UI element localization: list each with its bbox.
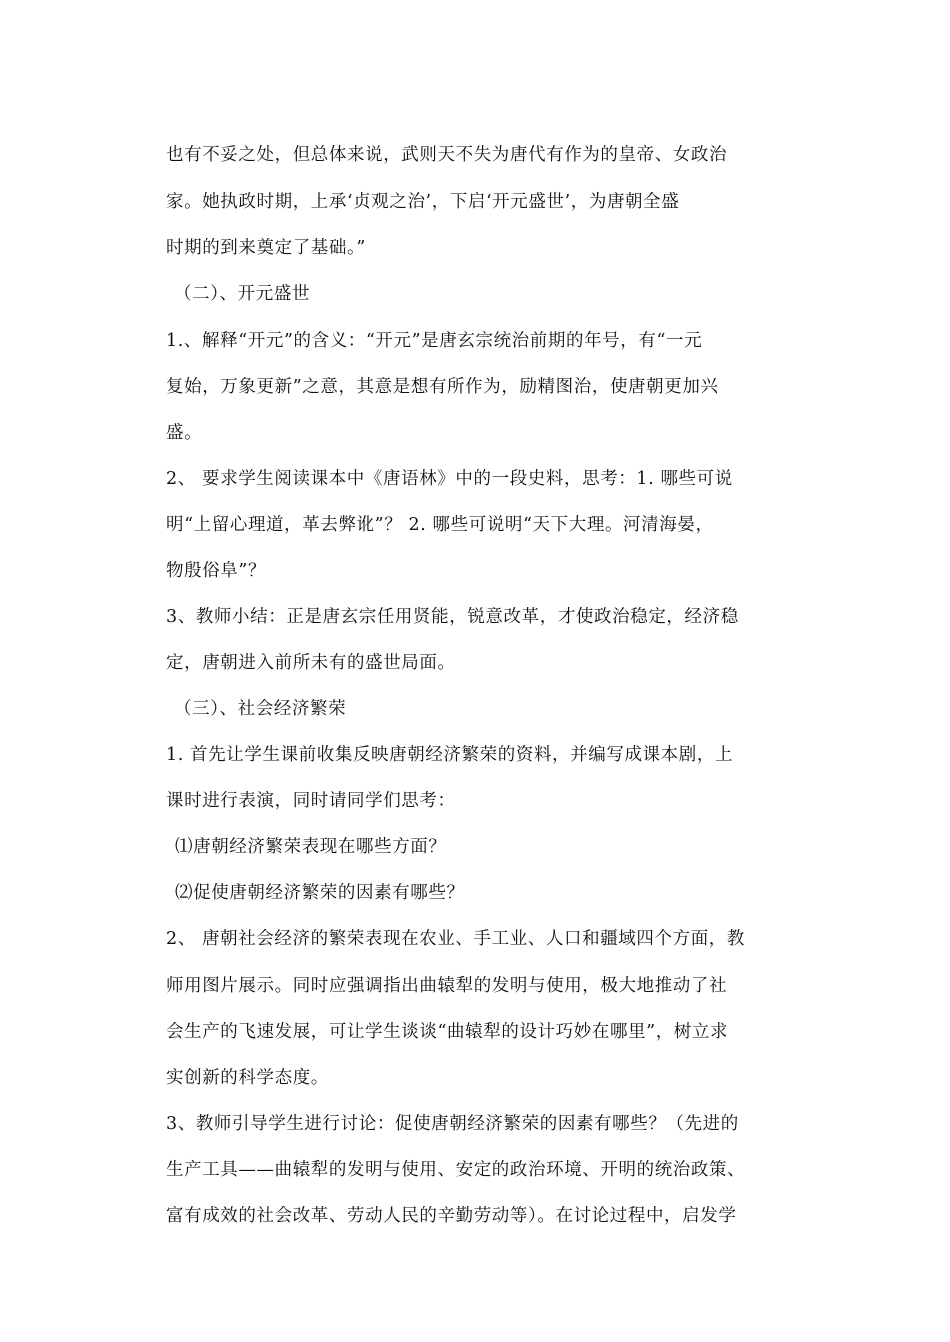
text-line: 课时进行表演，同时请同学们思考： (166, 791, 456, 811)
list-item: ⑴唐朝经济繁荣表现在哪些方面？ (175, 837, 447, 857)
text-line: 家。她执政时期，上承‘贞观之治’，下启‘开元盛世’，为唐朝全盛 (166, 192, 680, 212)
text-line: 师用图片展示。同时应强调指出曲辕犁的发明与使用，极大地推动了社 (166, 976, 728, 996)
list-item: ⑵促使唐朝经济繁荣的因素有哪些？ (175, 883, 465, 903)
section-heading: （二）、开元盛世 (174, 284, 311, 304)
text-line: 生产工具——曲辕犁的发明与使用、安定的政治环境、开明的统治政策、 (166, 1160, 746, 1180)
text-line: 明“上留心理道，革去弊讹”？ 2. 哪些可说明“天下大理。河清海晏， (166, 515, 714, 535)
text-line: 富有成效的社会改革、劳动人民的辛勤劳动等）。在讨论过程中，启发学 (166, 1206, 737, 1226)
text-line: 3、教师小结：正是唐玄宗任用贤能，锐意改革，才使政治稳定，经济稳 (166, 607, 739, 627)
text-line: 时期的到来奠定了基础。” (166, 238, 366, 258)
text-line: 实创新的科学态度。 (166, 1068, 329, 1088)
text-line: 盛。 (166, 423, 203, 443)
text-line: 复始，万象更新”之意，其意是想有所作为，励精图治，使唐朝更加兴 (166, 377, 719, 397)
text-line: 也有不妥之处，但总体来说，武则天不失为唐代有作为的皇帝、女政治 (166, 145, 728, 165)
text-line: 1. 首先让学生课前收集反映唐朝经济繁荣的资料，并编写成课本剧，上 (166, 745, 734, 765)
text-line: 3、教师引导学生进行讨论：促使唐朝经济繁荣的因素有哪些？（先进的 (166, 1114, 739, 1134)
section-heading: （三）、社会经济繁荣 (174, 699, 347, 719)
text-line: 物殷俗阜”？ (166, 561, 267, 581)
text-line: 定，唐朝进入前所未有的盛世局面。 (166, 653, 456, 673)
text-line: 会生产的飞速发展，可让学生谈谈“曲辕犁的设计巧妙在哪里”，树立求 (166, 1022, 729, 1042)
text-line: 2、 要求学生阅读课本中《唐语林》中的一段史料，思考：1. 哪些可说 (166, 469, 733, 489)
text-line: 1.、解释“开元”的含义：“开元”是唐玄宗统治前期的年号，有“一元 (166, 331, 703, 351)
text-line: 2、 唐朝社会经济的繁荣表现在农业、手工业、人口和疆域四个方面，教 (166, 929, 745, 949)
